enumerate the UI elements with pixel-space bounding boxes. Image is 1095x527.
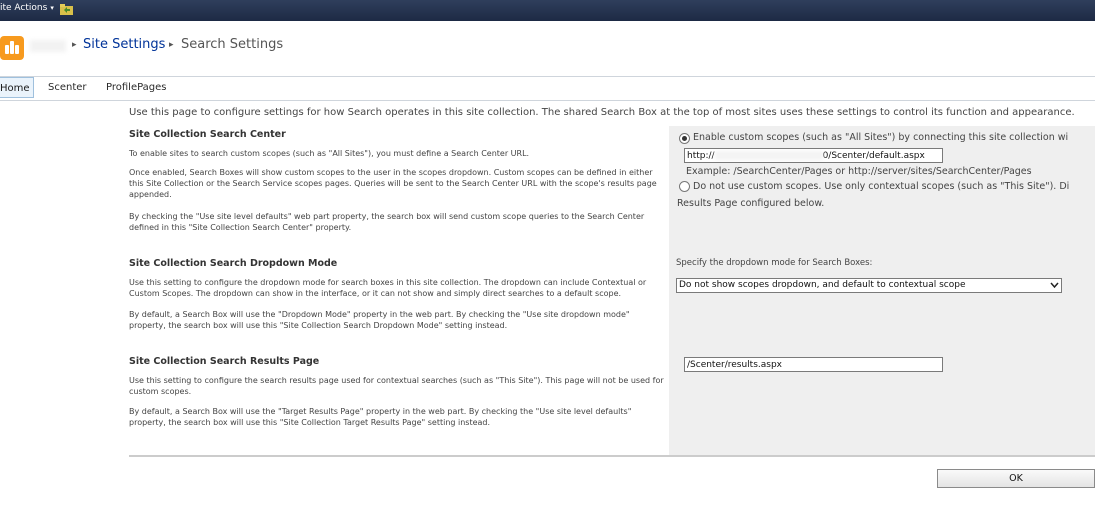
ok-button[interactable]: OK: [937, 469, 1095, 488]
search-center-url-input[interactable]: [684, 148, 943, 163]
enable-custom-scopes-label: Enable custom scopes (such as "All Sites") by connecting this site collection wi: [693, 132, 1069, 143]
tab-scenter[interactable]: Scenter: [48, 82, 87, 93]
breadcrumb-site-settings-link[interactable]: Site Settings: [83, 37, 166, 52]
enable-custom-scopes-radio[interactable]: [679, 133, 690, 144]
dropdown-mode-description: By default, a Search Box will use the "Dropdown Mode" property in the web part. By checking the "Use site dropdown mode" property, the search box will use this "Site Collection Search Dropdown Mode" setting instead.: [129, 310, 630, 330]
ribbon-bar: [0, 0, 1095, 21]
chevron-down-icon: ▾: [50, 4, 54, 12]
chevron-down-icon: [1050, 279, 1059, 297]
breadcrumb-separator-icon: ▸: [169, 40, 174, 50]
results-page-url-input[interactable]: /Scenter/results.aspx: [684, 357, 943, 372]
search-center-description: By checking the "Use site level defaults" web part property, the search box will send custom scope queries to the Search Center defined in this "Site Collection Search Center" property.: [129, 212, 645, 232]
dropdown-mode-description: Use this setting to configure the dropdown mode for search boxes in this site collection. The dropdown can include Contextual or Custom Scopes. The dropdown can show in the interface, or it can not show and simply direct searches to a default scope.: [129, 278, 647, 298]
footer-divider: [129, 455, 1095, 457]
title-area: [0, 21, 1095, 76]
disable-custom-scopes-radio[interactable]: [679, 181, 690, 192]
navigate-up-folder-icon[interactable]: [60, 4, 73, 15]
page-title: Search Settings: [181, 37, 284, 52]
site-actions-label: ite Actions: [0, 3, 48, 13]
dropdown-mode-selected-value: Do not show scopes dropdown, and default to contextual scope: [679, 280, 966, 290]
disable-custom-scopes-label-continued: Results Page configured below.: [677, 198, 825, 209]
site-name-redacted: [30, 40, 66, 52]
site-actions-menu[interactable]: [0, 3, 54, 13]
breadcrumb-separator-icon: ▸: [72, 40, 77, 50]
tab-home[interactable]: Home: [0, 77, 34, 98]
url-redacted: [715, 151, 823, 160]
results-page-description: By default, a Search Box will use the "Target Results Page" property in the web part. By checking the "Use site level defaults" property, the search box will use this "Site Collection Target Results Page" setting instead.: [129, 407, 632, 427]
url-suffix: 0/Scenter/default.aspx: [822, 151, 925, 161]
dropdown-mode-section-title: Site Collection Search Dropdown Mode: [129, 258, 338, 269]
results-page-section-title: Site Collection Search Results Page: [129, 356, 320, 367]
tab-profilepages[interactable]: ProfilePages: [106, 82, 167, 93]
dropdown-mode-field-label: Specify the dropdown mode for Search Boxes:: [676, 258, 873, 268]
page-description: Use this page to configure settings for how Search operates in this site collection. The shared Search Box at the top of most sites uses these settings to control its function and appearance.: [129, 107, 1075, 118]
site-logo-icon[interactable]: [0, 36, 24, 60]
search-center-description: Once enabled, Search Boxes will show custom scopes to the user in the scopes dropdown. Custom scopes can be defined in either this Site Collection or the Search Service scopes pages. Queries will be sent to the Search Center URL with the scope's results page appended.: [129, 168, 657, 199]
url-prefix: http://: [687, 151, 715, 161]
search-center-description: To enable sites to search custom scopes (such as "All Sites"), you must define a Search Center URL.: [129, 149, 530, 158]
url-example-text: Example: /SearchCenter/Pages or http://server/sites/SearchCenter/Pages: [686, 166, 1032, 177]
results-page-description: Use this setting to configure the search results page used for contextual searches (such as "This Site"). This page will not be used for custom scopes.: [129, 376, 664, 396]
disable-custom-scopes-label: Do not use custom scopes. Use only contextual scopes (such as "This Site"). Di: [693, 181, 1070, 192]
search-center-section-title: Site Collection Search Center: [129, 129, 286, 140]
dropdown-mode-select[interactable]: [676, 278, 1062, 293]
top-navigation: [0, 76, 1095, 101]
